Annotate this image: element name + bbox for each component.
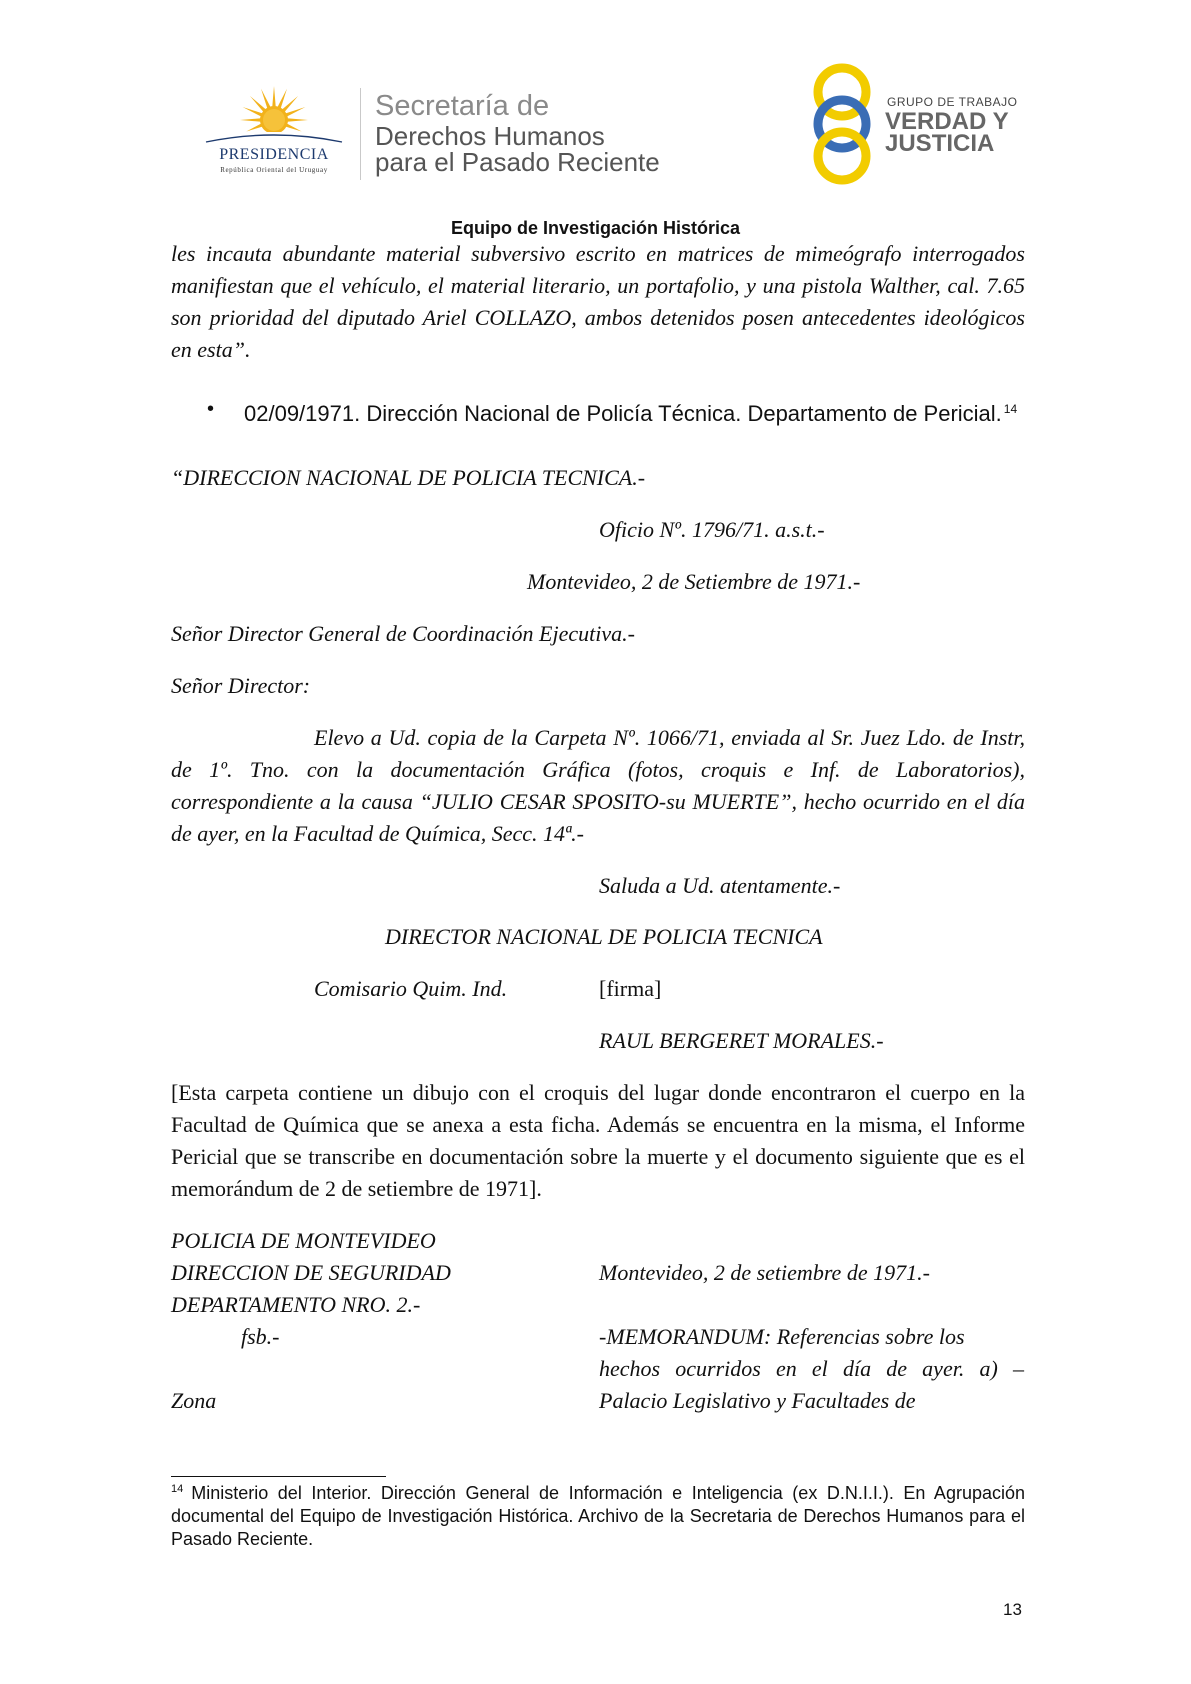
memo-left-line-5: Zona [171, 1388, 217, 1413]
memo-date: Montevideo, 2 de setiembre de 1971.- [599, 1260, 930, 1285]
memo-left-line-2: DIRECCION DE SEGURIDAD [171, 1260, 451, 1285]
footnote-number: 14 [171, 1483, 184, 1495]
presidencia-title: PRESIDENCIA [219, 146, 329, 163]
document-body: Elevo a Ud. copia de la Carpeta Nº. 1066/71, enviada al Sr. Juez Ldo. de Instr, de 1º. Tno. con la documentación Gráfica (fotos, croquis e Inf. de Laboratorios), correspondiente a la causa “JULIO CESAR SPOSITO-su MUERTE”, hecho ocurrido en el día de ayer, en la Facultad de Química, Secc. 14ª.- [171, 725, 1025, 846]
signature-placeholder: [firma] [599, 976, 662, 1001]
addressee: Señor Director General de Coordinación Ejecutiva.- [171, 621, 635, 646]
team-title: Equipo de Investigación Histórica [450, 218, 741, 238]
signer-rank: Comisario Quim. Ind. [314, 976, 508, 1001]
vj-grupo-label: GRUPO DE TRABAJO [887, 95, 1018, 109]
memo-right-line-1: -MEMORANDUM: Referencias sobre los [599, 1324, 965, 1349]
closing: Saluda a Ud. atentamente.- [599, 873, 841, 898]
bullet-marker: • [207, 398, 215, 420]
secretaria-line-2: Derechos Humanos [375, 121, 605, 151]
footnote [171, 1482, 1025, 1551]
salutation: Señor Director: [171, 673, 311, 698]
footnote-ref[interactable]: 14 [1003, 401, 1018, 416]
oficio-number: Oficio Nº. 1796/71. a.s.t.- [599, 517, 825, 542]
memo-right-line-2: hechos ocurridos en el día de ayer. a) – [599, 1356, 1024, 1381]
bullet-text: 02/09/1971. Dirección Nacional de Policía Técnica. Departamento de Pericial. [244, 401, 1002, 426]
memo-left-line-3: DEPARTAMENTO NRO. 2.- [171, 1292, 421, 1317]
footnote-separator [171, 1476, 386, 1477]
memo-left-line-1: POLICIA DE MONTEVIDEO [171, 1228, 436, 1253]
memo-left-line-4: fsb.- [241, 1324, 280, 1349]
note-paragraph: [Esta carpeta contiene un dibujo con el croquis del lugar donde encontraron el cuerpo en la Facultad de Química que se anexa a esta ficha. Además se encuentra en la misma, el Informe Pericial que se transcribe en documentación sobre la muerte y el documento siguiente que es el memorándum de 2 de setiembre de 1971]. [171, 1080, 1025, 1201]
memo-right-line-3: Palacio Legislativo y Facultades de [599, 1388, 916, 1413]
secretaria-line-3: para el Pasado Reciente [375, 147, 660, 177]
secretaria-line-1: Secretaría de [375, 90, 550, 122]
signer-name: RAUL BERGERET MORALES.- [599, 1028, 884, 1053]
vj-title-line-2: JUSTICIA [885, 130, 995, 157]
vj-title-line-1: VERDAD Y [885, 108, 1009, 135]
footnote-text: Ministerio del Interior. Dirección General de Información e Inteligencia (ex D.N.I.I.). En Agrupación documental del Equipo de Investigación Histórica. Archivo de la Secretaria de Derechos Humanos para el Pasado Reciente. [171, 1483, 1025, 1549]
bullet-item [244, 398, 1026, 429]
document-heading: “DIRECCION NACIONAL DE POLICIA TECNICA.- [171, 465, 646, 490]
header-divider [360, 88, 361, 180]
document-date: Montevideo, 2 de Setiembre de 1971.- [527, 569, 861, 594]
presidencia-subtitle: República Oriental del Uruguay [220, 166, 328, 174]
page-number: 13 [1003, 1600, 1022, 1619]
signer-title: DIRECTOR NACIONAL DE POLICIA TECNICA [385, 924, 823, 949]
intro-paragraph: les incauta abundante material subversivo escrito en matrices de mimeógrafo interrogados manifiestan que el vehículo, el material literario, un portafolio, y una pistola Walther, cal. 7.65 son prioridad del diputado Ariel COLLAZO, ambos detenidos posen antecedentes ideológicos en esta”. [171, 241, 1025, 362]
